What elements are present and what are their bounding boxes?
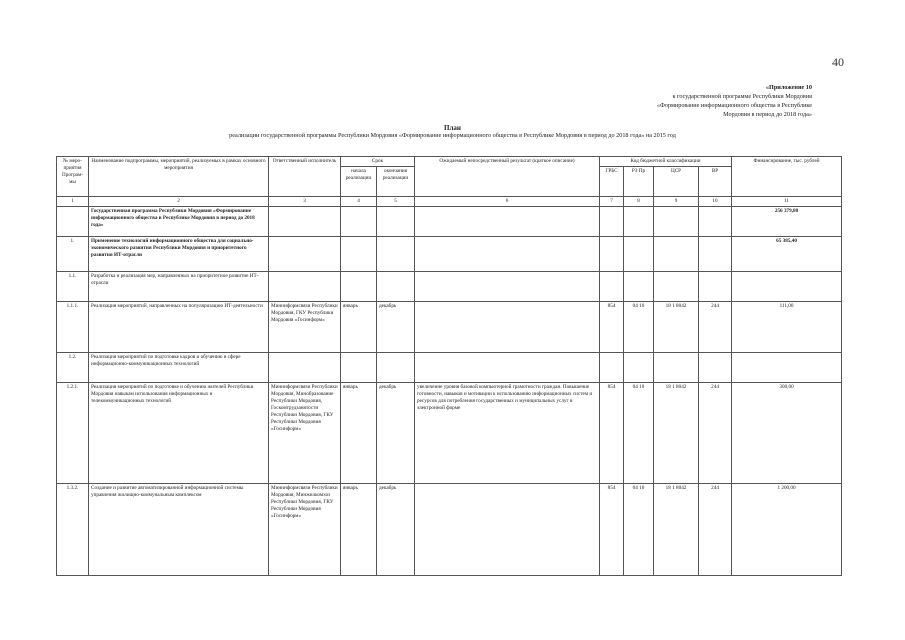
appendix-line-3: Мордовия в период до 2018 года» <box>723 111 812 118</box>
header-budget: Код бюджетной классификации <box>600 157 732 167</box>
row-rz <box>624 353 654 383</box>
appendix-title: «Приложение 10 <box>765 84 812 91</box>
row-result <box>415 237 600 272</box>
row-grbs: 854 <box>600 302 624 353</box>
row-csr: 18 1 8042 <box>654 383 699 484</box>
table-row <box>57 353 842 383</box>
row-rz: 04 10 <box>624 302 654 353</box>
row-executor: Мининформсвязи Республики Мордовия, ГКУ Республики Мордовия «Госинформ» <box>269 302 341 353</box>
row-finance: 1 200,00 <box>732 484 842 576</box>
row-csr: 18 1 8042 <box>654 302 699 353</box>
header-vr: ВР <box>699 167 732 197</box>
row-csr: 18 1 8042 <box>654 484 699 576</box>
row-result <box>415 353 600 383</box>
row-vr: 244 <box>699 302 732 353</box>
row-grbs <box>600 207 624 237</box>
row-grbs: 854 <box>600 484 624 576</box>
row-result <box>415 272 600 302</box>
col-number: 7 <box>600 197 624 207</box>
row-executor <box>269 272 341 302</box>
row-vr: 244 <box>699 484 732 576</box>
row-rz <box>624 207 654 237</box>
row-executor <box>269 353 341 383</box>
table-row <box>57 484 842 576</box>
row-name: Создание и развитие автоматизированной информационной системы управления жилищно-коммунальным комплексом <box>89 484 269 576</box>
plan-title: План <box>444 124 461 132</box>
table-row <box>57 302 842 353</box>
row-rz <box>624 237 654 272</box>
row-rz: 04 10 <box>624 383 654 484</box>
row-finance: 300,00 <box>732 383 842 484</box>
row-finance <box>732 353 842 383</box>
row-rz: 04 10 <box>624 484 654 576</box>
row-end: декабрь <box>377 302 415 353</box>
row-result <box>415 484 600 576</box>
table-row <box>57 383 842 484</box>
row-end <box>377 237 415 272</box>
header-csr: ЦСР <box>654 167 699 197</box>
header-term: Срок <box>341 157 415 167</box>
col-number: 1 <box>57 197 89 207</box>
row-name: Применение технологий информационного общества для социально-экономического развития Республики Мордовия и приоритетного развития ИТ-отрасли <box>89 237 269 272</box>
header-rz: РЗ Пр <box>624 167 654 197</box>
row-result <box>415 302 600 353</box>
row-grbs: 854 <box>600 383 624 484</box>
row-executor <box>269 207 341 237</box>
col-number: 8 <box>624 197 654 207</box>
row-csr <box>654 353 699 383</box>
header-result: Ожидаемый непосредственный результат (краткое описание) <box>415 157 600 197</box>
appendix-line-2: «Формирование информационного общества в Республике <box>656 102 812 109</box>
row-start <box>341 272 377 302</box>
row-result: увеличение уровня базовой компьютерной грамотности граждан. Повышение готовности, навыков и мотивации к использованию информационных систем и ресурсов для потребления государственных и муниципальных услуг в электронной форме <box>415 383 600 484</box>
plan-subtitle: реализации государственной программы Республики Мордовия «Формирование информационного общества в Республике Мордовия в период до 2018 года» на 2015 год <box>229 132 676 139</box>
row-grbs <box>600 272 624 302</box>
row-vr <box>699 207 732 237</box>
row-start <box>341 353 377 383</box>
row-name: Реализация мероприятий по подготовке и обучению жителей Республики Мордовия навыкам использования информационных и телекоммуникационных технологий <box>89 383 269 484</box>
row-start: январь <box>341 302 377 353</box>
row-csr <box>654 207 699 237</box>
row-executor: Мининформсвязи Республики Мордовия, Минобразование Республики Мордовия, Госкомтрудзанятости Республики Мордовия, ГКУ Республики Мордовия «Госинформ» <box>269 383 341 484</box>
col-number: 5 <box>377 197 415 207</box>
appendix-header <box>552 83 812 119</box>
plan-table <box>56 156 842 576</box>
row-name: Реализация мероприятий, направленных на популяризацию ИТ-деятельности <box>89 302 269 353</box>
row-grbs <box>600 353 624 383</box>
header-grbs: ГРБС <box>600 167 624 197</box>
table-row <box>57 237 842 272</box>
row-end <box>377 207 415 237</box>
appendix-line-1: к государственной программе Республики Мордовия <box>672 93 812 100</box>
header-row-1 <box>57 157 842 167</box>
row-vr <box>699 237 732 272</box>
table-row <box>57 207 842 237</box>
row-rz <box>624 272 654 302</box>
row-vr <box>699 272 732 302</box>
header-finance: Финансирование, тыс. рублей <box>732 157 842 197</box>
row-num: 1.1. <box>57 272 89 302</box>
row-end <box>377 272 415 302</box>
header-name: Наименование подпрограммы, мероприятий, реализуемых в рамках основного мероприятия <box>89 157 269 197</box>
row-num: 1. <box>57 237 89 272</box>
row-csr <box>654 272 699 302</box>
col-number: 4 <box>341 197 377 207</box>
row-executor: Мининформсвязи Республики Мордовия, Минжилкомхоз Республики Мордовия, ГКУ Республики Мордовия «Госинформ» <box>269 484 341 576</box>
header-executor: Ответственный исполнитель <box>269 157 341 197</box>
row-num: 1.2.1. <box>57 383 89 484</box>
row-result <box>415 207 600 237</box>
row-start <box>341 237 377 272</box>
column-number-row <box>57 197 842 207</box>
row-finance: 65 385,40 <box>732 237 842 272</box>
row-name: Государственная программа Республики Мордовия «Формирование информационного общества в Республике Мордовия в период до 2018 года» <box>89 207 269 237</box>
header-num: № меро-приятия Програм-мы <box>57 157 89 197</box>
row-finance <box>732 272 842 302</box>
page-number: 40 <box>832 55 844 69</box>
header-end: окончания реализации <box>377 167 415 197</box>
row-end: декабрь <box>377 484 415 576</box>
col-number: 2 <box>89 197 269 207</box>
row-executor <box>269 237 341 272</box>
row-vr <box>699 353 732 383</box>
row-finance: 256 379,80 <box>732 207 842 237</box>
row-csr <box>654 237 699 272</box>
col-number: 9 <box>654 197 699 207</box>
row-start: январь <box>341 484 377 576</box>
table-row <box>57 272 842 302</box>
row-start <box>341 207 377 237</box>
col-number: 11 <box>732 197 842 207</box>
row-grbs <box>600 237 624 272</box>
col-number: 10 <box>699 197 732 207</box>
row-end: декабрь <box>377 383 415 484</box>
row-num <box>57 207 89 237</box>
row-vr: 244 <box>699 383 732 484</box>
row-name: Реализация мероприятий по подготовке кадров и обучению в сфере информационно-коммуникационных технологий <box>89 353 269 383</box>
col-number: 3 <box>269 197 341 207</box>
header-start: начала реализации <box>341 167 377 197</box>
row-name: Разработка и реализация мер, направленных на приоритетное развитие ИТ-отрасли <box>89 272 269 302</box>
row-finance: 111,00 <box>732 302 842 353</box>
row-num: 1.3.2. <box>57 484 89 576</box>
row-num: 1.2. <box>57 353 89 383</box>
col-number: 6 <box>415 197 600 207</box>
row-start: январь <box>341 383 377 484</box>
row-num: 1.1.1. <box>57 302 89 353</box>
row-end <box>377 353 415 383</box>
